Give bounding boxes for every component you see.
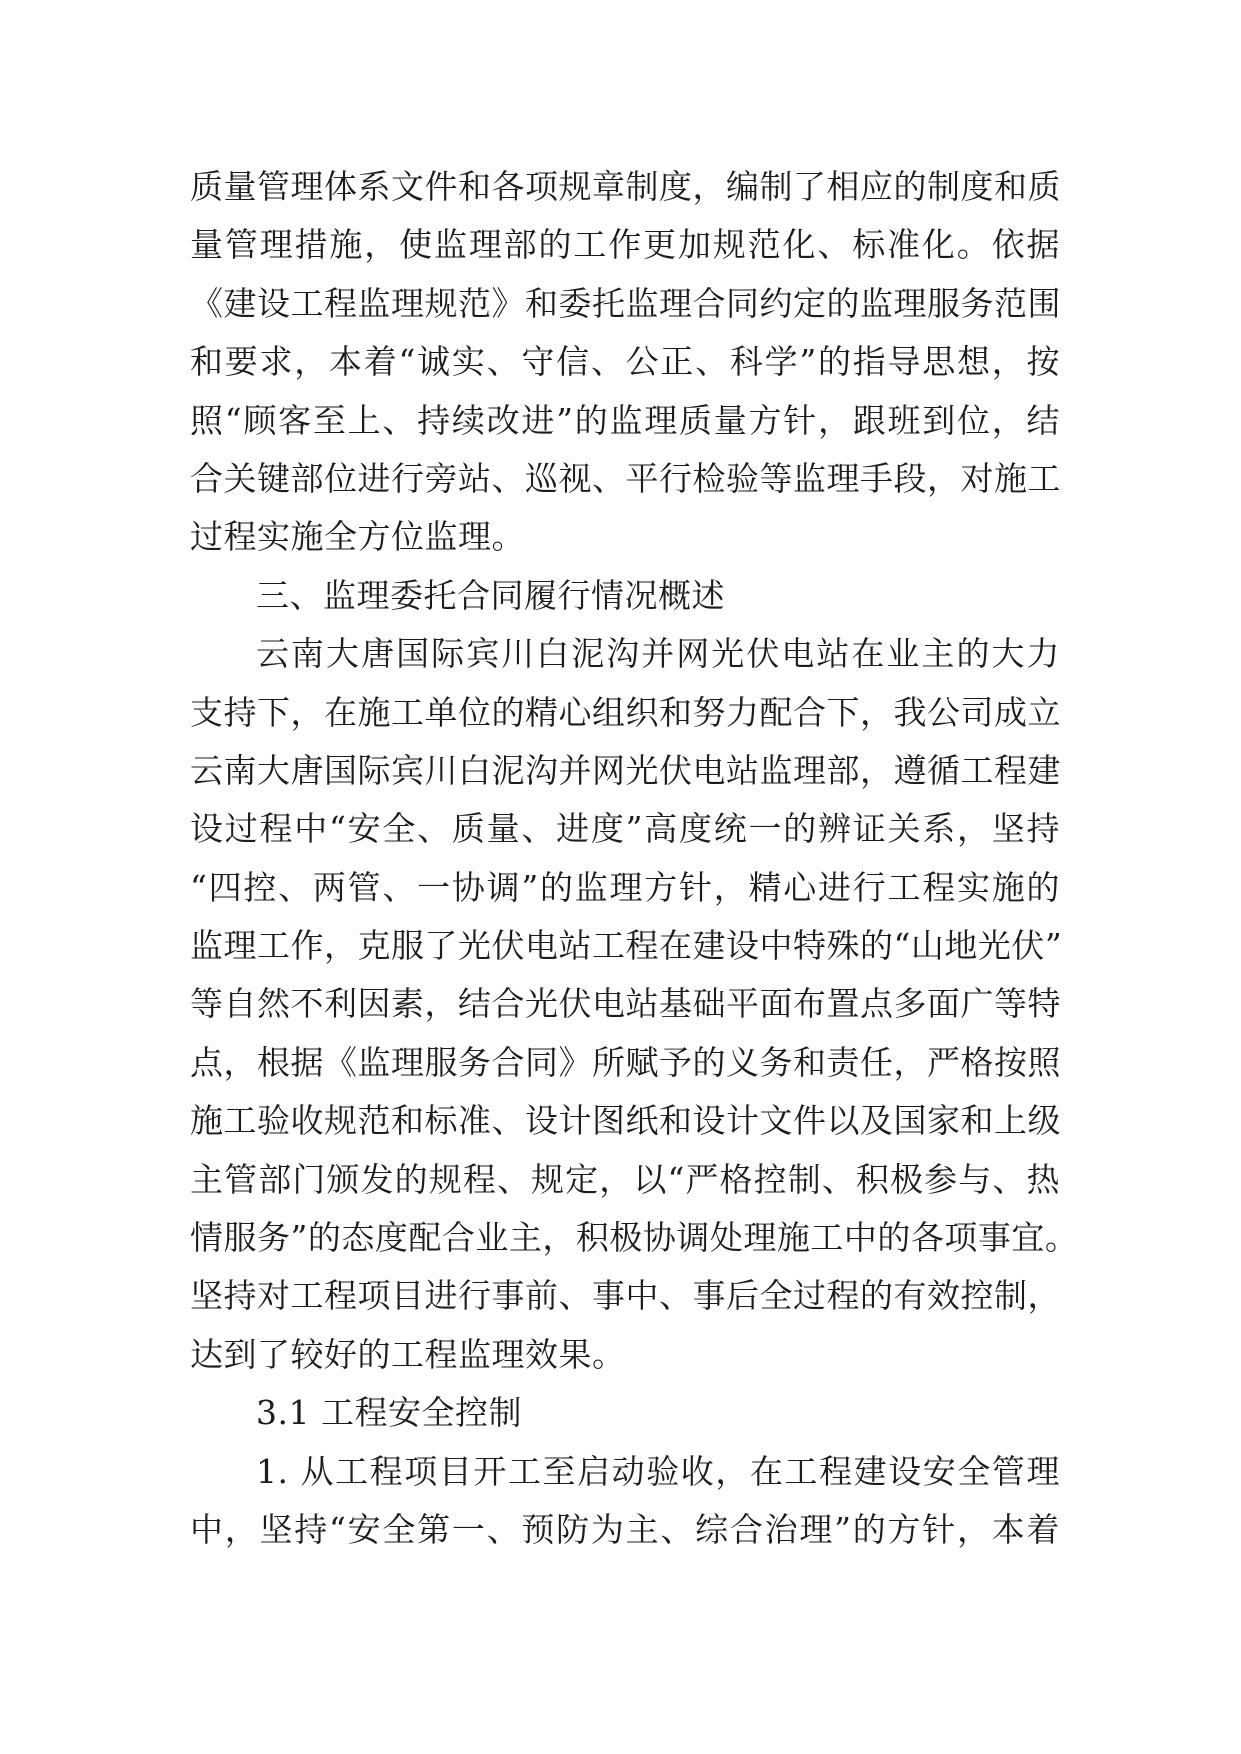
text-line: 量管理措施，使监理部的工作更加规范化、标准化。依据 [190, 225, 1060, 265]
text-line: 和要求，本着“诚实、守信、公正、科学”的指导思想，按 [190, 342, 1060, 382]
text-line: 云南大唐国际宾川白泥沟并网光伏电站监理部，遵循工程建 [190, 750, 1061, 790]
text-line: 1. 从工程项目开工至启动验收，在工程建设安全管理 [256, 1451, 1060, 1491]
text-line: 坚持对工程项目进行事前、事中、事后全过程的有效控制， [190, 1276, 1061, 1316]
text-line: 施工验收规范和标准、设计图纸和设计文件以及国家和上级 [190, 1101, 1061, 1141]
text-line: 监理工作，克服了光伏电站工程在建设中特殊的“山地光伏” [190, 926, 1063, 966]
text-line: 情服务”的态度配合业主，积极协调处理施工中的各项事宜。 [190, 1218, 1079, 1258]
text-line: 支持下，在施工单位的精心组织和努力配合下，我公司成立 [190, 692, 1061, 732]
text-line: 设过程中“安全、质量、进度”高度统一的辨证关系，坚持 [190, 809, 1060, 849]
document-body [190, 158, 1079, 1559]
text-line: 主管部门颁发的规程、规定，以“严格控制、积极参与、热 [190, 1159, 1060, 1199]
text-line: 点，根据《监理服务合同》所赋予的义务和责任，严格按照 [190, 1042, 1061, 1082]
subsection-heading: 3.1 工程安全控制 [256, 1393, 522, 1433]
text-line: 达到了较好的工程监理效果。 [190, 1334, 626, 1374]
text-line: 中，坚持“安全第一、预防为主、综合治理”的方针，本着 [190, 1509, 1060, 1549]
text-line: 合关键部位进行旁站、巡视、平行检验等监理手段，对施工 [190, 458, 1061, 498]
text-line: 《建设工程监理规范》和委托监理合同约定的监理服务范围 [190, 283, 1061, 323]
text-line: 照“顾客至上、持续改进”的监理质量方针，跟班到位，结 [190, 400, 1060, 440]
text-line: 云南大唐国际宾川白泥沟并网光伏电站在业主的大力 [256, 634, 1060, 674]
section-heading: 三、监理委托合同履行情况概述 [256, 575, 725, 615]
text-line: 等自然不利因素，结合光伏电站基础平面布置点多面广等特 [190, 984, 1061, 1024]
text-line: “四控、两管、一协调”的监理方针，精心进行工程实施的 [190, 867, 1060, 907]
text-line: 质量管理体系文件和各项规章制度，编制了相应的制度和质 [190, 167, 1061, 206]
text-line: 过程实施全方位监理。 [190, 517, 525, 557]
